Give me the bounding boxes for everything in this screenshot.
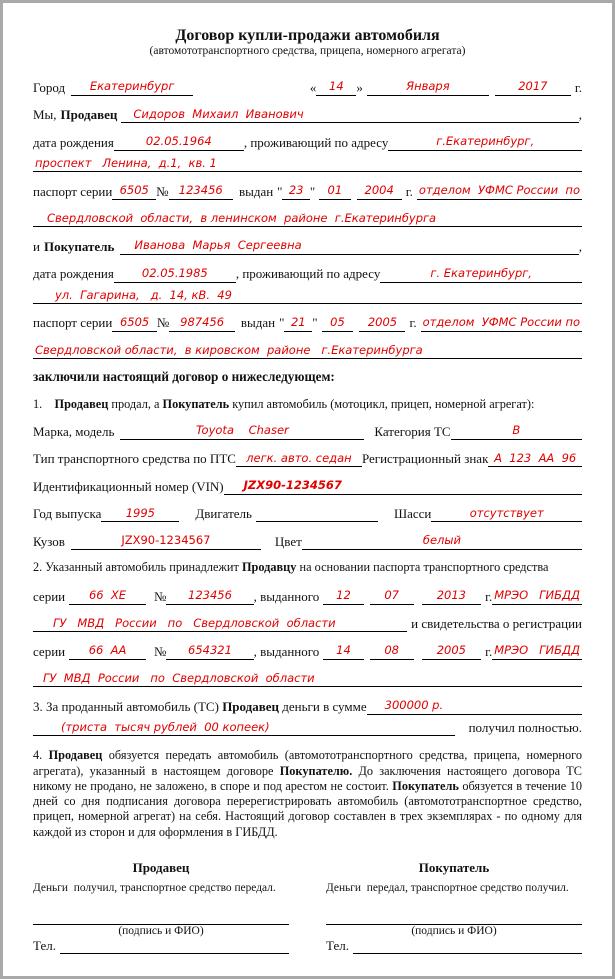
body-color-row	[33, 532, 582, 550]
body-label: Кузов	[33, 533, 65, 549]
agreement-heading: заключили настоящий договор о нижеследующем:	[33, 369, 335, 385]
item4-buyer-dative-bold: Покупателю.	[279, 763, 353, 778]
price-row	[33, 697, 582, 715]
buyer-phone-label: Тел.	[326, 937, 349, 953]
engine-label: Двигатель	[195, 506, 252, 522]
chassis-field: отсутствует	[431, 505, 582, 523]
signatures-section	[33, 860, 582, 954]
seller-quote1: "	[277, 183, 283, 199]
seller-issued-month-field: 01	[319, 182, 350, 200]
seller-name-field: Сидоров Михаил Иванович	[121, 106, 578, 124]
buyer-issued-by-field: отделом УФМС России по	[421, 314, 582, 332]
buyer-passport-row	[33, 314, 582, 332]
item2-seller-bold: Продавцу	[241, 560, 297, 574]
item2-text2: на основании паспорта транспортного средства	[296, 560, 549, 574]
item4-buyer-bold: Покупатель	[392, 778, 459, 793]
seller-phone-field	[60, 938, 289, 954]
pts-series-row	[33, 587, 582, 605]
vin-label: Идентификационный номер (VIN)	[33, 478, 224, 494]
month-field: Января	[367, 78, 489, 96]
buyer-passport-no-label: №	[156, 315, 170, 331]
document-subtitle: (автомототранспортного средства, прицепа, номерного агрегата)	[149, 44, 466, 57]
item4-text2: До заключения настоящего договора ТС никому не продано, не заложено, в споре и под арестом не состоит.	[33, 763, 582, 793]
buyer-passport-number-field: 987456	[169, 314, 235, 332]
buyer-signature-hint: (подпись и ФИО)	[411, 924, 497, 937]
body-field: JZX90-1234567	[71, 532, 261, 550]
seller-issued-by-field2: Свердловской области, в ленинском районе г.Екатеринбурга	[33, 210, 582, 228]
sts-issued-label: , выданного	[253, 643, 320, 659]
seller-birth-label: дата рождения	[33, 134, 114, 150]
item3-text2: деньги в сумме	[279, 698, 367, 714]
buyer-signature-title: Покупатель	[418, 859, 490, 875]
seller-signature-hint: (подпись и ФИО)	[118, 924, 204, 937]
seller-issued-day-field: 23	[282, 182, 309, 200]
sts-dept-field2: ГУ МВД России по Свердловской области	[33, 670, 582, 688]
item2-paragraph	[33, 560, 582, 575]
buyer-issued-by-field2: Свердловской области, в кировском районе г.Екатеринбурга	[33, 342, 582, 360]
buyer-phone-field	[353, 938, 582, 954]
seller-birth-row	[33, 133, 582, 151]
category-field: В	[451, 422, 582, 440]
buyer-issued-by-row2	[33, 342, 582, 360]
price-words-field: (триста тысяч рублей 00 копеек)	[33, 719, 455, 737]
seller-issued-label: выдан	[238, 183, 274, 199]
item4-paragraph	[33, 748, 582, 839]
sts-month-field: 08	[370, 642, 414, 660]
item4-number: 4.	[33, 748, 49, 763]
seller-address-field: г.Екатеринбург,	[388, 133, 582, 151]
type-field: легк. авто. седан	[236, 450, 362, 468]
we-label: Мы,	[33, 107, 57, 123]
seller-name-comma: ,	[578, 107, 582, 123]
pts-dept-field2: ГУ МВД России по Свердловской области	[33, 615, 407, 633]
buyer-address-field: г. Екатеринбург,	[380, 265, 582, 283]
item4-seller-bold: Продавец	[48, 748, 103, 763]
vin-row	[33, 477, 582, 495]
buyer-address-field2: ул. Гагарина, д. 14, кВ. 49	[33, 287, 582, 305]
year-suffix: г.	[574, 79, 582, 95]
price-amount-field: 300000 р.	[367, 697, 582, 715]
day-field: 14	[316, 78, 356, 96]
item3-text1: 3. За проданный автомобиль (ТС) Продавец деньги в сумме	[33, 698, 367, 714]
seller-birth-field: 02.05.1964	[114, 133, 244, 151]
pts-issued-label: , выданного	[253, 588, 320, 604]
reg-label: Регистрационный знак	[361, 451, 489, 467]
seller-signature-line	[33, 894, 289, 925]
buyer-birth-field: 02.05.1985	[114, 265, 236, 283]
pts-series-label: серии	[33, 588, 66, 604]
seller-phone-row	[33, 938, 289, 954]
make-row	[33, 422, 582, 440]
buyer-quote2: "	[312, 315, 318, 331]
buyer-issued-month-field: 05	[322, 314, 354, 332]
item4-text3: обязуется в течение 10 дней со дня подписания договора перерегистрировать автомобиль (автомототранспортное средство, прицеп, номерной агрегат) на себя. Настоящий договор составлен в трех экземплярах - по одному для каждой из сторон и для оформления в ГИБДД.	[33, 778, 582, 839]
buyer-issued-day-field: 21	[284, 314, 312, 332]
sts-dept-field: МРЭО ГИБДД	[492, 642, 582, 660]
item1-number: 1.	[33, 397, 55, 412]
buyer-name-comma: ,	[578, 238, 582, 254]
pts-number-field: 123456	[166, 587, 253, 605]
seller-signature-block	[33, 860, 289, 954]
pts-year-suffix: г.	[485, 588, 493, 604]
seller-issued-year-field: 2004	[357, 182, 402, 200]
sts-number-field: 654321	[166, 642, 253, 660]
seller-address-row2	[33, 155, 582, 173]
seller-address-field2: проспект Ленина, д.1, кв. 1	[33, 155, 582, 173]
item3-seller-bold: Продавец	[222, 698, 280, 714]
pts-day-field: 12	[323, 587, 363, 605]
build-year-field: 1995	[101, 505, 179, 523]
buyer-issued-year-field: 2005	[359, 314, 405, 332]
buyer-signature-statement: Деньги передал, транспортное средство получил.	[326, 881, 569, 894]
price-words-row	[33, 719, 582, 737]
color-field: белый	[302, 532, 582, 550]
sts-day-field: 14	[323, 642, 363, 660]
quote-open: «	[309, 79, 317, 95]
pts-year-field: 2013	[422, 587, 482, 605]
seller-issued-year-suffix: г.	[405, 183, 413, 199]
sts-no-label: №	[153, 643, 167, 659]
item1-text2: купил автомобиль (мотоцикл, прицеп, номерной агрегат):	[229, 397, 535, 412]
item2-text1: 2. Указанный автомобиль принадлежит	[33, 560, 242, 574]
buyer-phone-row	[326, 938, 582, 954]
chassis-label: Шасси	[393, 506, 432, 522]
and-label: и	[33, 238, 40, 254]
sts-year-field: 2005	[422, 642, 482, 660]
item1-paragraph	[33, 397, 582, 412]
category-label: Категория ТС	[374, 423, 451, 439]
item4-text1: обязуется передать автомобиль (автомототранспортного средства, прицепа, номерного агрегата), указанный в настоящем договоре	[33, 748, 582, 778]
quote-close: »	[356, 79, 363, 95]
vin-field: JZX90-1234567	[224, 477, 582, 495]
seller-passport-label: паспорт серии	[33, 183, 113, 199]
city-field: Екатеринбург	[71, 78, 193, 96]
buyer-signature-line	[326, 894, 582, 925]
city-date-row	[33, 78, 582, 96]
city-label: Город	[33, 79, 66, 95]
seller-name-row	[33, 106, 582, 124]
buyer-passport-label: паспорт серии	[33, 315, 113, 331]
build-year-label: Год выпуска	[33, 506, 102, 522]
buyer-signature-block	[326, 860, 582, 954]
sts-series-label: серии	[33, 643, 66, 659]
seller-signature-title: Продавец	[132, 859, 190, 875]
seller-passport-no-label: №	[156, 183, 169, 199]
sts-year-suffix: г.	[485, 643, 493, 659]
seller-issued-by-field: отделом УФМС России по	[417, 182, 582, 200]
seller-passport-series-field: 6505	[112, 182, 156, 200]
buyer-name-field: Иванова Марья Сергеевна	[120, 237, 578, 255]
item1-text1: продал, а	[108, 397, 163, 412]
seller-passport-number-field: 123456	[169, 182, 233, 200]
buyer-address-row2	[33, 287, 582, 305]
seller-phone-label: Тел.	[33, 937, 56, 953]
received-in-full-label: получил полностью.	[468, 720, 582, 736]
seller-address-label: , проживающий по адресу	[243, 134, 389, 150]
seller-issued-by-row2	[33, 210, 582, 228]
buyer-passport-series-field: 6505	[112, 314, 157, 332]
color-label: Цвет	[274, 533, 302, 549]
buyer-issued-label: выдан	[240, 315, 276, 331]
buyer-role-label: Покупатель	[43, 238, 115, 254]
pts-series-field: 66 ХЕ	[69, 587, 146, 605]
seller-signature-statement: Деньги получил, транспортное средство передал.	[33, 881, 276, 894]
type-label: Тип транспортного средства по ПТС	[33, 451, 236, 467]
year-engine-chassis-row	[33, 505, 582, 523]
reg-field: А 123 АА 96	[488, 450, 582, 468]
pts-no-label: №	[153, 588, 167, 604]
item1-seller-bold: Продавец	[54, 397, 109, 412]
buyer-address-label: , проживающий по адресу	[235, 266, 381, 282]
sts-series-row	[33, 642, 582, 660]
sts-series-field: 66 АА	[69, 642, 146, 660]
buyer-birth-row	[33, 265, 582, 283]
year-field: 2017	[495, 78, 571, 96]
seller-quote2: "	[309, 183, 316, 199]
pts-dept-row2	[33, 615, 582, 633]
seller-role-label: Продавец	[60, 107, 118, 123]
pts-month-field: 07	[370, 587, 414, 605]
pts-dept-field: МРЭО ГИБДД	[492, 587, 582, 605]
buyer-quote1: "	[279, 315, 285, 331]
make-field: Toyota Chaser	[120, 422, 364, 440]
type-row	[33, 450, 582, 468]
seller-passport-row	[33, 182, 582, 200]
sts-dept-row2	[33, 670, 582, 688]
buyer-birth-label: дата рождения	[33, 266, 114, 282]
make-label: Марка, модель	[33, 423, 115, 439]
buyer-issued-year-suffix: г.	[409, 315, 417, 331]
and-reg-cert-label: и свидетельства о регистрации	[411, 616, 582, 632]
buyer-name-row	[33, 237, 582, 255]
engine-field	[256, 506, 378, 522]
item1-buyer-bold: Покупатель	[162, 397, 230, 412]
document-title: Договор купли-продажи автомобиля	[175, 27, 440, 44]
